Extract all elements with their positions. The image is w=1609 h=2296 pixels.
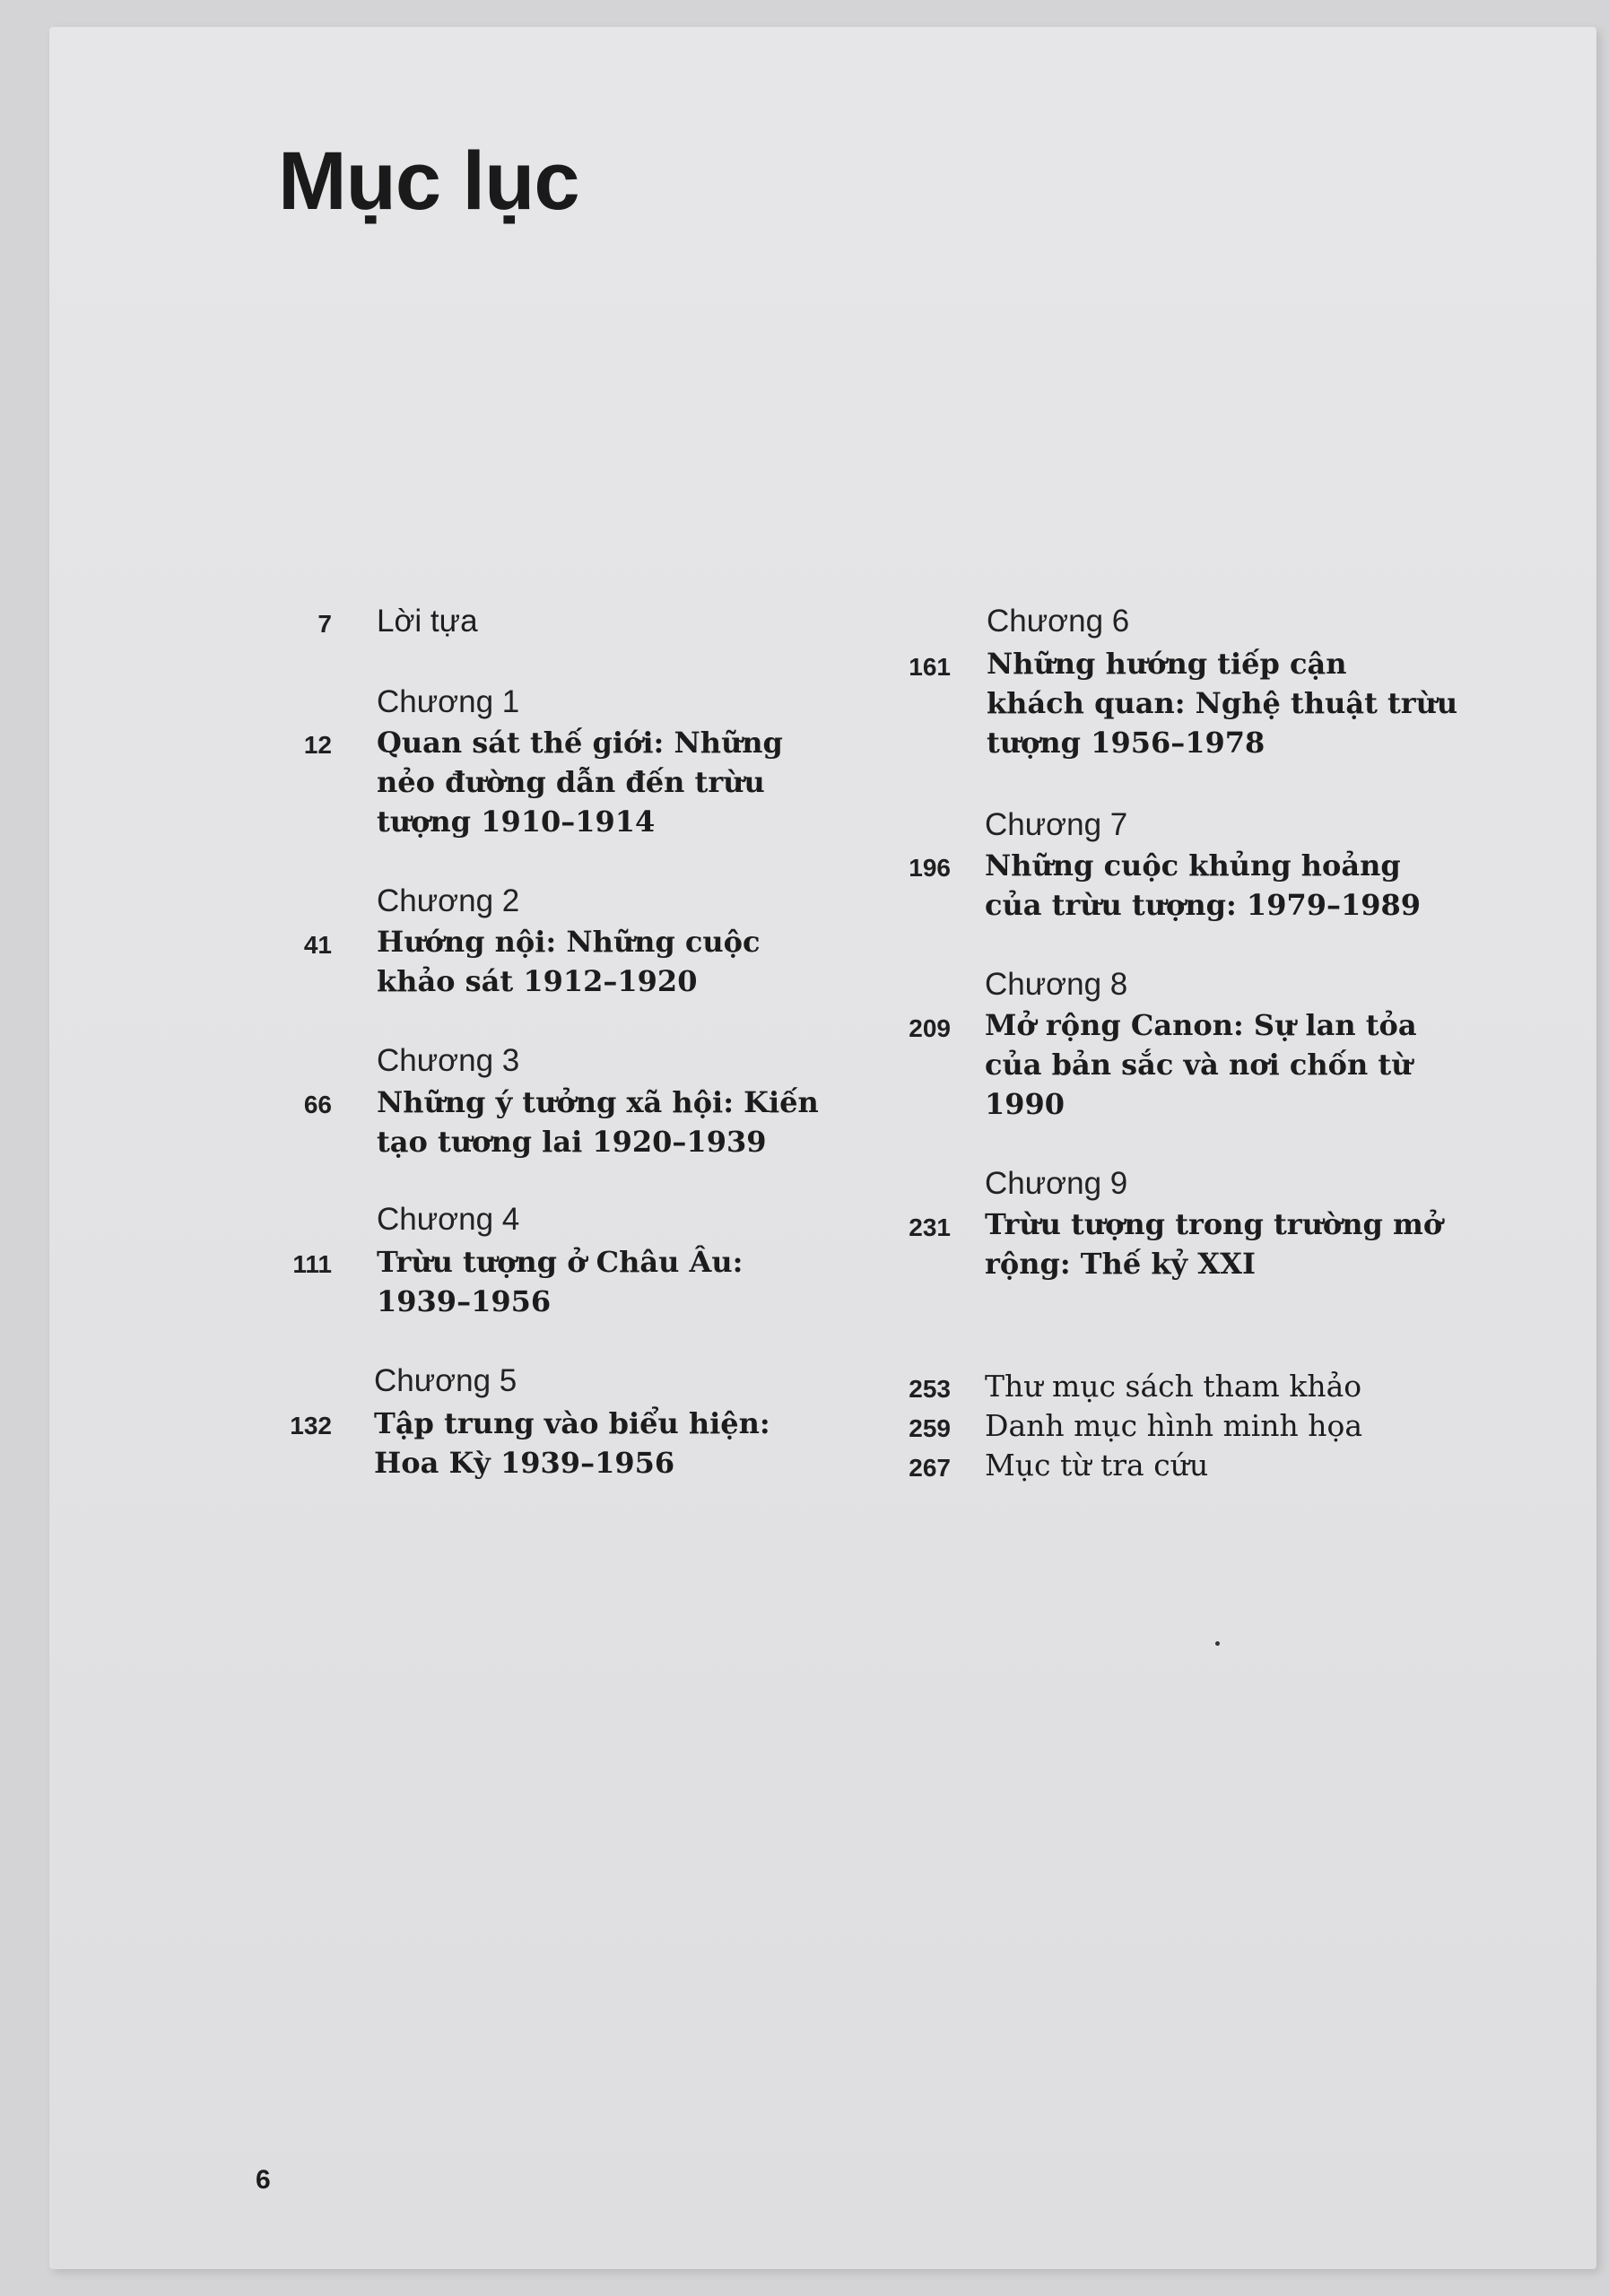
toc-entry-title-line: khảo sát 1912–1920 bbox=[377, 964, 698, 998]
toc-page-number: 259 bbox=[909, 1414, 951, 1442]
toc-page-number: 66 bbox=[303, 1091, 332, 1118]
toc-entry-title: Thư mục sách tham khảo bbox=[985, 1369, 1362, 1404]
chapter-label: Chương 4 bbox=[377, 1202, 520, 1237]
toc-page-number: 209 bbox=[909, 1014, 951, 1042]
toc-entry-title-line: của bản sắc và nơi chốn từ bbox=[985, 1048, 1413, 1082]
chapter-label: Chương 9 bbox=[985, 1166, 1128, 1201]
chapter-label: Chương 6 bbox=[987, 604, 1130, 639]
page-number: 6 bbox=[256, 2165, 271, 2195]
toc-entry-title-line: Những cuộc khủng hoảng bbox=[985, 848, 1401, 883]
toc-entry-title-line: nẻo đường dẫn đến trừu bbox=[377, 765, 765, 799]
toc-page-number: 196 bbox=[909, 854, 951, 882]
toc-entry-title: Lời tựa bbox=[377, 604, 478, 639]
toc-entry-title-line: Trừu tượng trong trường mở bbox=[985, 1207, 1443, 1241]
toc-page-number: 7 bbox=[317, 610, 332, 638]
toc-entry-title-line: tượng 1956–1978 bbox=[987, 726, 1265, 760]
toc-page-number: 231 bbox=[909, 1213, 951, 1241]
toc-page-number: 132 bbox=[290, 1412, 332, 1439]
toc-entry-title-line: tượng 1910–1914 bbox=[377, 804, 656, 839]
toc-entry-title-line: 1939–1956 bbox=[377, 1284, 552, 1318]
toc-entry-title-line: Hoa Kỳ 1939–1956 bbox=[374, 1446, 675, 1480]
chapter-label: Chương 1 bbox=[377, 684, 520, 719]
chapter-label: Chương 8 bbox=[985, 967, 1128, 1002]
toc-entry-title-line: của trừu tượng: 1979–1989 bbox=[985, 888, 1422, 922]
chapter-label: Chương 5 bbox=[374, 1363, 517, 1398]
chapter-label: Chương 3 bbox=[377, 1043, 520, 1078]
toc-page-number: 161 bbox=[909, 653, 951, 681]
book-page bbox=[49, 27, 1596, 2269]
chapter-label: Chương 2 bbox=[377, 883, 520, 918]
chapter-label: Chương 7 bbox=[985, 807, 1128, 842]
toc-entry-title: Mục từ tra cứu bbox=[985, 1448, 1209, 1483]
toc-entry-title-line: Những ý tưởng xã hội: Kiến bbox=[377, 1085, 819, 1119]
toc-entry-title-line: Trừu tượng ở Châu Âu: bbox=[377, 1245, 744, 1279]
ink-dot bbox=[1215, 1641, 1220, 1646]
toc-entry-title-line: Những hướng tiếp cận bbox=[987, 647, 1347, 681]
toc-entry-title: Danh mục hình minh họa bbox=[985, 1408, 1363, 1443]
toc-entry-title-line: khách quan: Nghệ thuật trừu bbox=[987, 686, 1458, 720]
toc-page-number: 253 bbox=[909, 1375, 951, 1403]
toc-entry-title-line: rộng: Thế kỷ XXI bbox=[985, 1247, 1256, 1281]
toc-entry-title-line: Hướng nội: Những cuộc bbox=[377, 925, 761, 959]
toc-page-number: 267 bbox=[909, 1454, 951, 1482]
toc-entry-title-line: tạo tương lai 1920–1939 bbox=[377, 1125, 767, 1159]
page-title: Mục lục bbox=[278, 135, 579, 227]
toc-entry-title-line: Tập trung vào biểu hiện: bbox=[374, 1406, 770, 1440]
toc-entry-title-line: Quan sát thế giới: Những bbox=[377, 726, 783, 760]
toc-page-number: 41 bbox=[303, 931, 332, 959]
toc-page-number: 111 bbox=[292, 1250, 332, 1278]
toc-entry-title-line: Mở rộng Canon: Sự lan tỏa bbox=[985, 1008, 1417, 1042]
toc-page-number: 12 bbox=[303, 731, 332, 759]
toc-entry-title-line: 1990 bbox=[985, 1087, 1065, 1121]
